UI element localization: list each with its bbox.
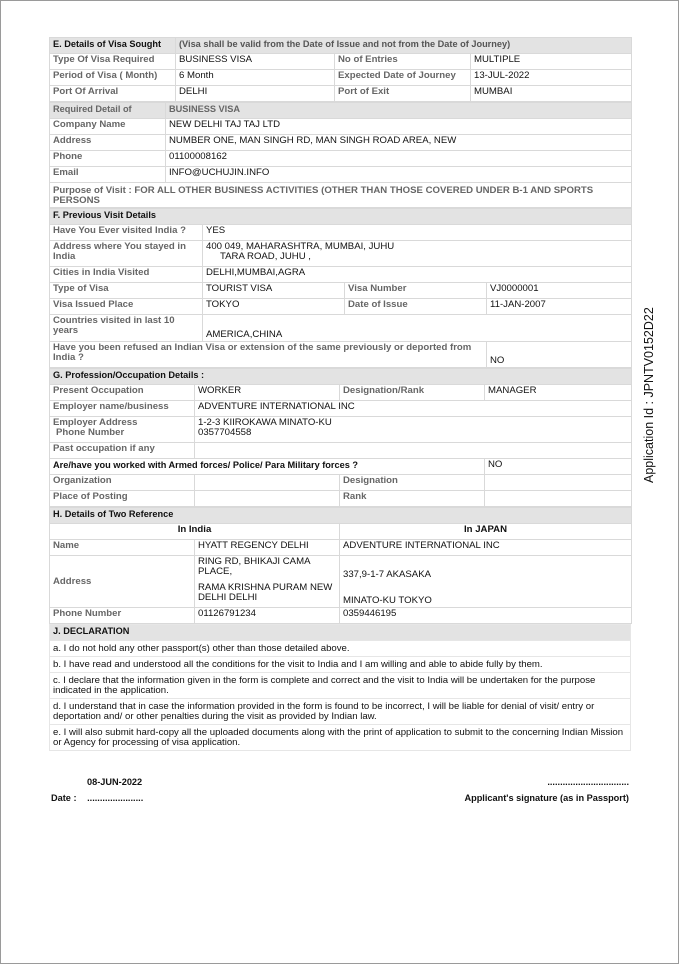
previous-section-title: F. Previous Visit Details xyxy=(50,209,632,225)
ref-address-label: Address xyxy=(50,556,195,608)
occupation-label: Present Occupation xyxy=(50,385,195,401)
declaration-section-title: J. DECLARATION xyxy=(50,625,631,641)
date-line xyxy=(51,793,143,803)
issued-place-value: TOKYO xyxy=(203,299,345,315)
employer-phone-label: Phone Number xyxy=(56,427,125,438)
company-email-value: INFO@UCHUJIN.INFO xyxy=(166,167,632,183)
posting-value xyxy=(195,491,340,507)
india-address-1: RING RD, BHIKAJI CAMA PLACE, xyxy=(198,556,310,577)
japan-name: ADVENTURE INTERNATIONAL INC xyxy=(340,540,632,556)
company-phone-value: 01100008162 xyxy=(166,151,632,167)
signed-date-value: 08-JUN-2022 xyxy=(87,777,143,787)
stayed-label: Address where You stayed in India xyxy=(50,241,203,267)
company-address-label: Address xyxy=(50,135,166,151)
date-label: Date : xyxy=(51,793,77,803)
journey-value: 13-JUL-2022 xyxy=(471,70,632,86)
required-detail-label: Required Detail of xyxy=(50,103,166,119)
india-name: HYATT REGENCY DELHI xyxy=(195,540,340,556)
entries-value: MULTIPLE xyxy=(471,54,632,70)
refused-value: NO xyxy=(487,342,632,368)
stayed-line-1: 400 049, MAHARASHTRA, MUMBAI, JUHU xyxy=(206,241,395,252)
company-email-label: Email xyxy=(50,167,166,183)
visa-business-table xyxy=(49,102,632,208)
past-occupation-label: Past occupation if any xyxy=(50,443,195,459)
employer-value: ADVENTURE INTERNATIONAL INC xyxy=(195,401,632,417)
japan-address-1: 337,9-1-7 AKASAKA xyxy=(343,569,431,580)
designation-value: MANAGER xyxy=(485,385,632,401)
period-label: Period of Visa ( Month) xyxy=(50,70,176,86)
visa-number-value: VJ0000001 xyxy=(487,283,632,299)
arrival-value: DELHI xyxy=(176,86,335,102)
stayed-line-2: TARA ROAD, JUHU , xyxy=(220,251,311,262)
company-label: Company Name xyxy=(50,119,166,135)
japan-phone: 0359446195 xyxy=(340,608,632,624)
journey-label: Expected Date of Journey xyxy=(335,70,471,86)
declaration-c: c. I declare that the information given in the form is complete and correct and the visit to India will be undertaken for the purpose indicated in the application. xyxy=(50,673,631,699)
purpose-value: FOR ALL OTHER BUSINESS ACTIVITIES (OTHER THAN THOSE COVERED UNDER B-1 AND SPORTS PERSONS xyxy=(53,185,594,206)
form-sheet xyxy=(49,37,631,751)
employer-label: Employer name/business xyxy=(50,401,195,417)
india-address-2: RAMA KRISHNA PURAM NEW DELHI DELHI xyxy=(198,582,333,603)
purpose-label: Purpose of Visit : xyxy=(53,185,132,196)
application-id: Application Id : JPNTV0152D22 xyxy=(642,307,656,483)
period-value: 6 Month xyxy=(176,70,335,86)
arrival-label: Port Of Arrival xyxy=(50,86,176,102)
visa-type-value: BUSINESS VISA xyxy=(176,54,335,70)
reference-table xyxy=(49,507,632,624)
required-detail-value: BUSINESS VISA xyxy=(166,103,632,119)
signature-dots: ................................ xyxy=(547,777,629,787)
employer-phone-value: 0357704558 xyxy=(198,427,252,438)
exit-value: MUMBAI xyxy=(471,86,632,102)
organization-value xyxy=(195,475,340,491)
visa-number-label: Visa Number xyxy=(345,283,487,299)
signature-area xyxy=(49,771,631,811)
application-id-strip xyxy=(639,293,659,485)
issue-date-label: Date of Issue xyxy=(345,299,487,315)
cities-value: DELHI,MUMBAI,AGRA xyxy=(203,267,632,283)
japan-header: In JAPAN xyxy=(340,524,632,540)
profession-table xyxy=(49,368,632,507)
occupation-value: WORKER xyxy=(195,385,340,401)
entries-label: No of Entries xyxy=(335,54,471,70)
designation2-value xyxy=(485,475,632,491)
visited-label: Have You Ever visited India ? xyxy=(50,225,203,241)
rank-value xyxy=(485,491,632,507)
prev-visa-type-label: Type of Visa xyxy=(50,283,203,299)
visa-section-note: (Visa shall be valid from the Date of Issue and not from the Date of Journey) xyxy=(176,38,632,54)
ref-phone-label: Phone Number xyxy=(50,608,195,624)
visa-type-label: Type Of Visa Required xyxy=(50,54,176,70)
visa-section-title: E. Details of Visa Sought xyxy=(50,38,176,54)
declaration-table xyxy=(49,624,631,751)
employer-address-label: Employer Address xyxy=(53,417,138,428)
date-dots: ...................... xyxy=(87,793,144,803)
countries-value: AMERICA,CHINA xyxy=(203,315,632,342)
declaration-b: b. I have read and understood all the conditions for the visit to India and I am willing and able to abide fully by them. xyxy=(50,657,631,673)
refused-label: Have you been refused an Indian Visa or extension of the same previously or deported from India ? xyxy=(50,342,487,368)
profession-section-title: G. Profession/Occupation Details : xyxy=(50,369,632,385)
visa-section-header xyxy=(50,38,632,54)
japan-address-2: MINATO-KU TOKYO xyxy=(343,595,432,606)
past-occupation-value xyxy=(195,443,632,459)
visa-details-table xyxy=(49,37,632,102)
organization-label: Organization xyxy=(50,475,195,491)
signature-label: Applicant's signature (as in Passport) xyxy=(464,793,629,803)
declaration-e: e. I will also submit hard-copy all the uploaded documents along with the print of application to submit to the concerning Indian Mission or Agency for processing of visa application. xyxy=(50,725,631,751)
posting-label: Place of Posting xyxy=(50,491,195,507)
issue-date-value: 11-JAN-2007 xyxy=(487,299,632,315)
ref-name-label: Name xyxy=(50,540,195,556)
cities-label: Cities in India Visited xyxy=(50,267,203,283)
issued-place-label: Visa Issued Place xyxy=(50,299,203,315)
visited-value: YES xyxy=(203,225,632,241)
application-id-svg xyxy=(639,293,659,485)
designation2-label: Designation xyxy=(340,475,485,491)
countries-label: Countries visited in last 10 years xyxy=(50,315,203,342)
armed-forces-value: NO xyxy=(485,459,632,475)
company-value: NEW DELHI TAJ TAJ LTD xyxy=(166,119,632,135)
india-phone: 01126791234 xyxy=(195,608,340,624)
company-address-value: NUMBER ONE, MAN SINGH RD, MAN SINGH ROAD AREA, NEW xyxy=(166,135,632,151)
armed-forces-label: Are/have you worked with Armed forces/ Police/ Para Military forces ? xyxy=(50,459,485,475)
india-header: In India xyxy=(50,524,340,540)
declaration-a: a. I do not hold any other passport(s) other than those detailed above. xyxy=(50,641,631,657)
designation-label: Designation/Rank xyxy=(340,385,485,401)
prev-visa-type-value: TOURIST VISA xyxy=(203,283,345,299)
reference-section-title: H. Details of Two Reference xyxy=(50,508,632,524)
exit-label: Port of Exit xyxy=(335,86,471,102)
rank-label: Rank xyxy=(340,491,485,507)
employer-address-value: 1-2-3 KIIROKAWA MINATO-KU xyxy=(198,417,332,428)
declaration-d: d. I understand that in case the information provided in the form is found to be incorrect, I will be liable for denial of visit/ entry or deportation and/ or other penalties during the visit as provided by Indian law. xyxy=(50,699,631,725)
company-phone-label: Phone xyxy=(50,151,166,167)
previous-visit-table xyxy=(49,208,632,368)
